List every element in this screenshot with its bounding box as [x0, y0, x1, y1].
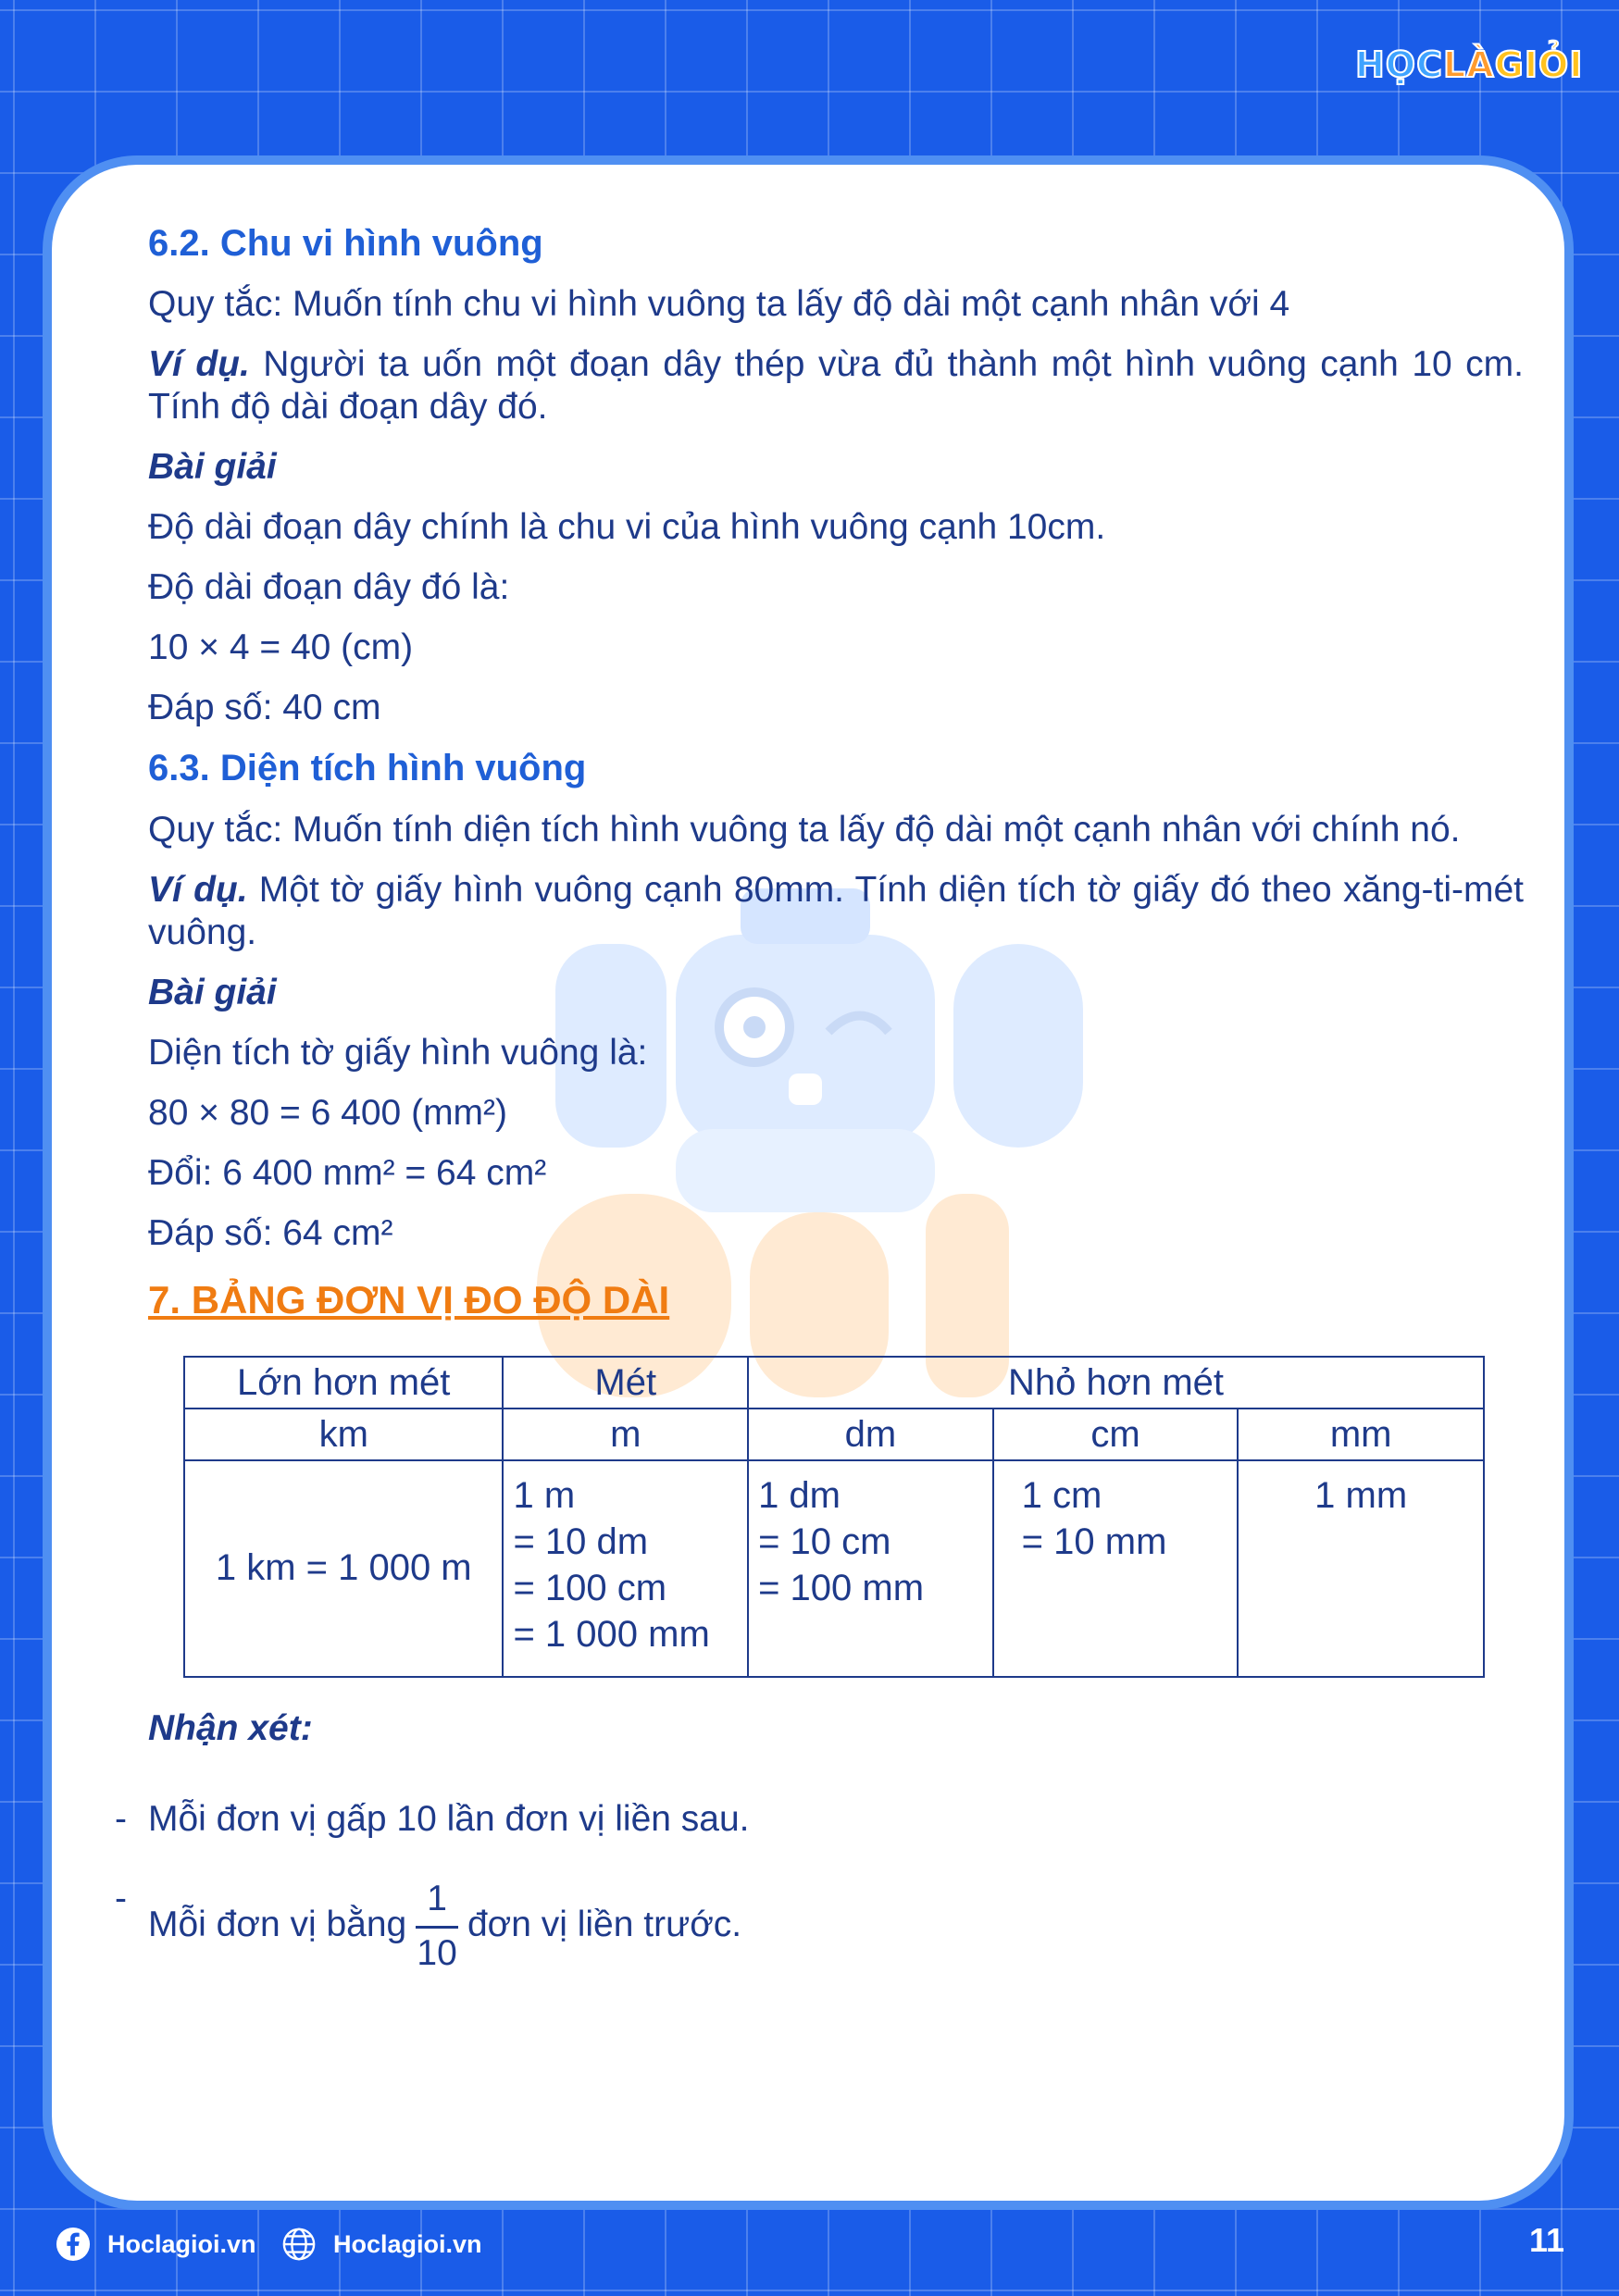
table-unit-header: m	[503, 1409, 748, 1460]
solution-line: Đổi: 6 400 mm² = 64 cm²	[148, 1152, 547, 1193]
table-cell-mm: 1 mm	[1238, 1460, 1484, 1677]
list-item: - Mỗi đơn vị gấp 10 lần đơn vị liền sau.	[115, 1799, 750, 1840]
table-unit-header: dm	[748, 1409, 993, 1460]
section-6-2-heading: 6.2. Chu vi hình vuông	[148, 223, 543, 264]
table-row	[184, 1460, 1484, 1677]
solution-line: Đáp số: 40 cm	[148, 688, 381, 728]
solution-line: Diện tích tờ giấy hình vuông là:	[148, 1032, 648, 1073]
solution-line: Đáp số: 64 cm²	[148, 1212, 393, 1253]
example-paragraph	[148, 343, 1524, 428]
list-item: - Mỗi đơn vị bằng $\frac{1}{10}$ đơn vị liền trước.	[148, 1878, 1524, 1975]
rule-text: Quy tắc: Muốn tính chu vi hình vuông ta lấy độ dài một cạnh nhân với 4	[148, 284, 1290, 325]
brand-logo: HỌCLÀGIỎI	[1355, 44, 1584, 85]
facebook-link[interactable]: Hoclagioi.vn	[56, 2227, 256, 2262]
solution-line: Độ dài đoạn dây chính là chu vi của hình vuông cạnh 10cm.	[148, 507, 1106, 548]
example-text: Một tờ giấy hình vuông cạnh 80mm. Tính diện tích tờ giấy đó theo xăng-ti-mét vuông.	[148, 869, 1524, 952]
fraction: $\frac{1}{10}$	[417, 1879, 457, 1974]
solution-label: Bài giải	[148, 972, 277, 1012]
section-6-3-heading: 6.3. Diện tích hình vuông	[148, 748, 587, 789]
facebook-icon	[56, 2227, 91, 2262]
table-cell-cm: 1 cm = 10 mm	[993, 1460, 1239, 1677]
rule-text: Quy tắc: Muốn tính diện tích hình vuông ta lấy độ dài một cạnh nhân với chính nó.	[148, 809, 1461, 850]
page-footer	[56, 2219, 1564, 2265]
table-cell-dm: 1 dm = 10 cm = 100 mm	[748, 1460, 993, 1677]
table-row	[184, 1357, 1484, 1409]
table-cell-m: 1 m = 10 dm = 100 cm = 1 000 mm	[503, 1460, 748, 1677]
solution-label: Bài giải	[148, 447, 277, 488]
table-row	[184, 1409, 1484, 1460]
table-unit-header: cm	[993, 1409, 1239, 1460]
example-paragraph	[148, 869, 1524, 954]
section-7-heading: 7. BẢNG ĐƠN VỊ ĐO ĐỘ DÀI	[148, 1277, 670, 1322]
table-group-header: Lớn hơn mét	[184, 1357, 503, 1409]
table-cell-km: 1 km = 1 000 m	[184, 1460, 503, 1677]
table-group-header: Nhỏ hơn mét	[748, 1357, 1484, 1409]
length-units-table	[183, 1356, 1485, 1678]
solution-line: 10 × 4 = 40 (cm)	[148, 627, 414, 668]
solution-line: 80 × 80 = 6 400 (mm²)	[148, 1092, 508, 1133]
main-content	[115, 222, 1525, 2012]
table-group-header: Mét	[503, 1357, 748, 1409]
note-label: Nhận xét:	[148, 1708, 313, 1749]
example-text: Người ta uốn một đoạn dây thép vừa đủ thành một hình vuông cạnh 10 cm. Tính độ dài đoạn dây đó.	[148, 344, 1525, 428]
example-label: Ví dụ.	[148, 869, 248, 910]
globe-icon	[281, 2227, 317, 2262]
solution-line: Độ dài đoạn dây đó là:	[148, 567, 510, 608]
example-label: Ví dụ.	[148, 344, 250, 385]
table-unit-header: mm	[1238, 1409, 1484, 1460]
table-unit-header: km	[184, 1409, 503, 1460]
page-number: 11	[1528, 2221, 1564, 2259]
website-link[interactable]: Hoclagioi.vn	[281, 2227, 482, 2262]
